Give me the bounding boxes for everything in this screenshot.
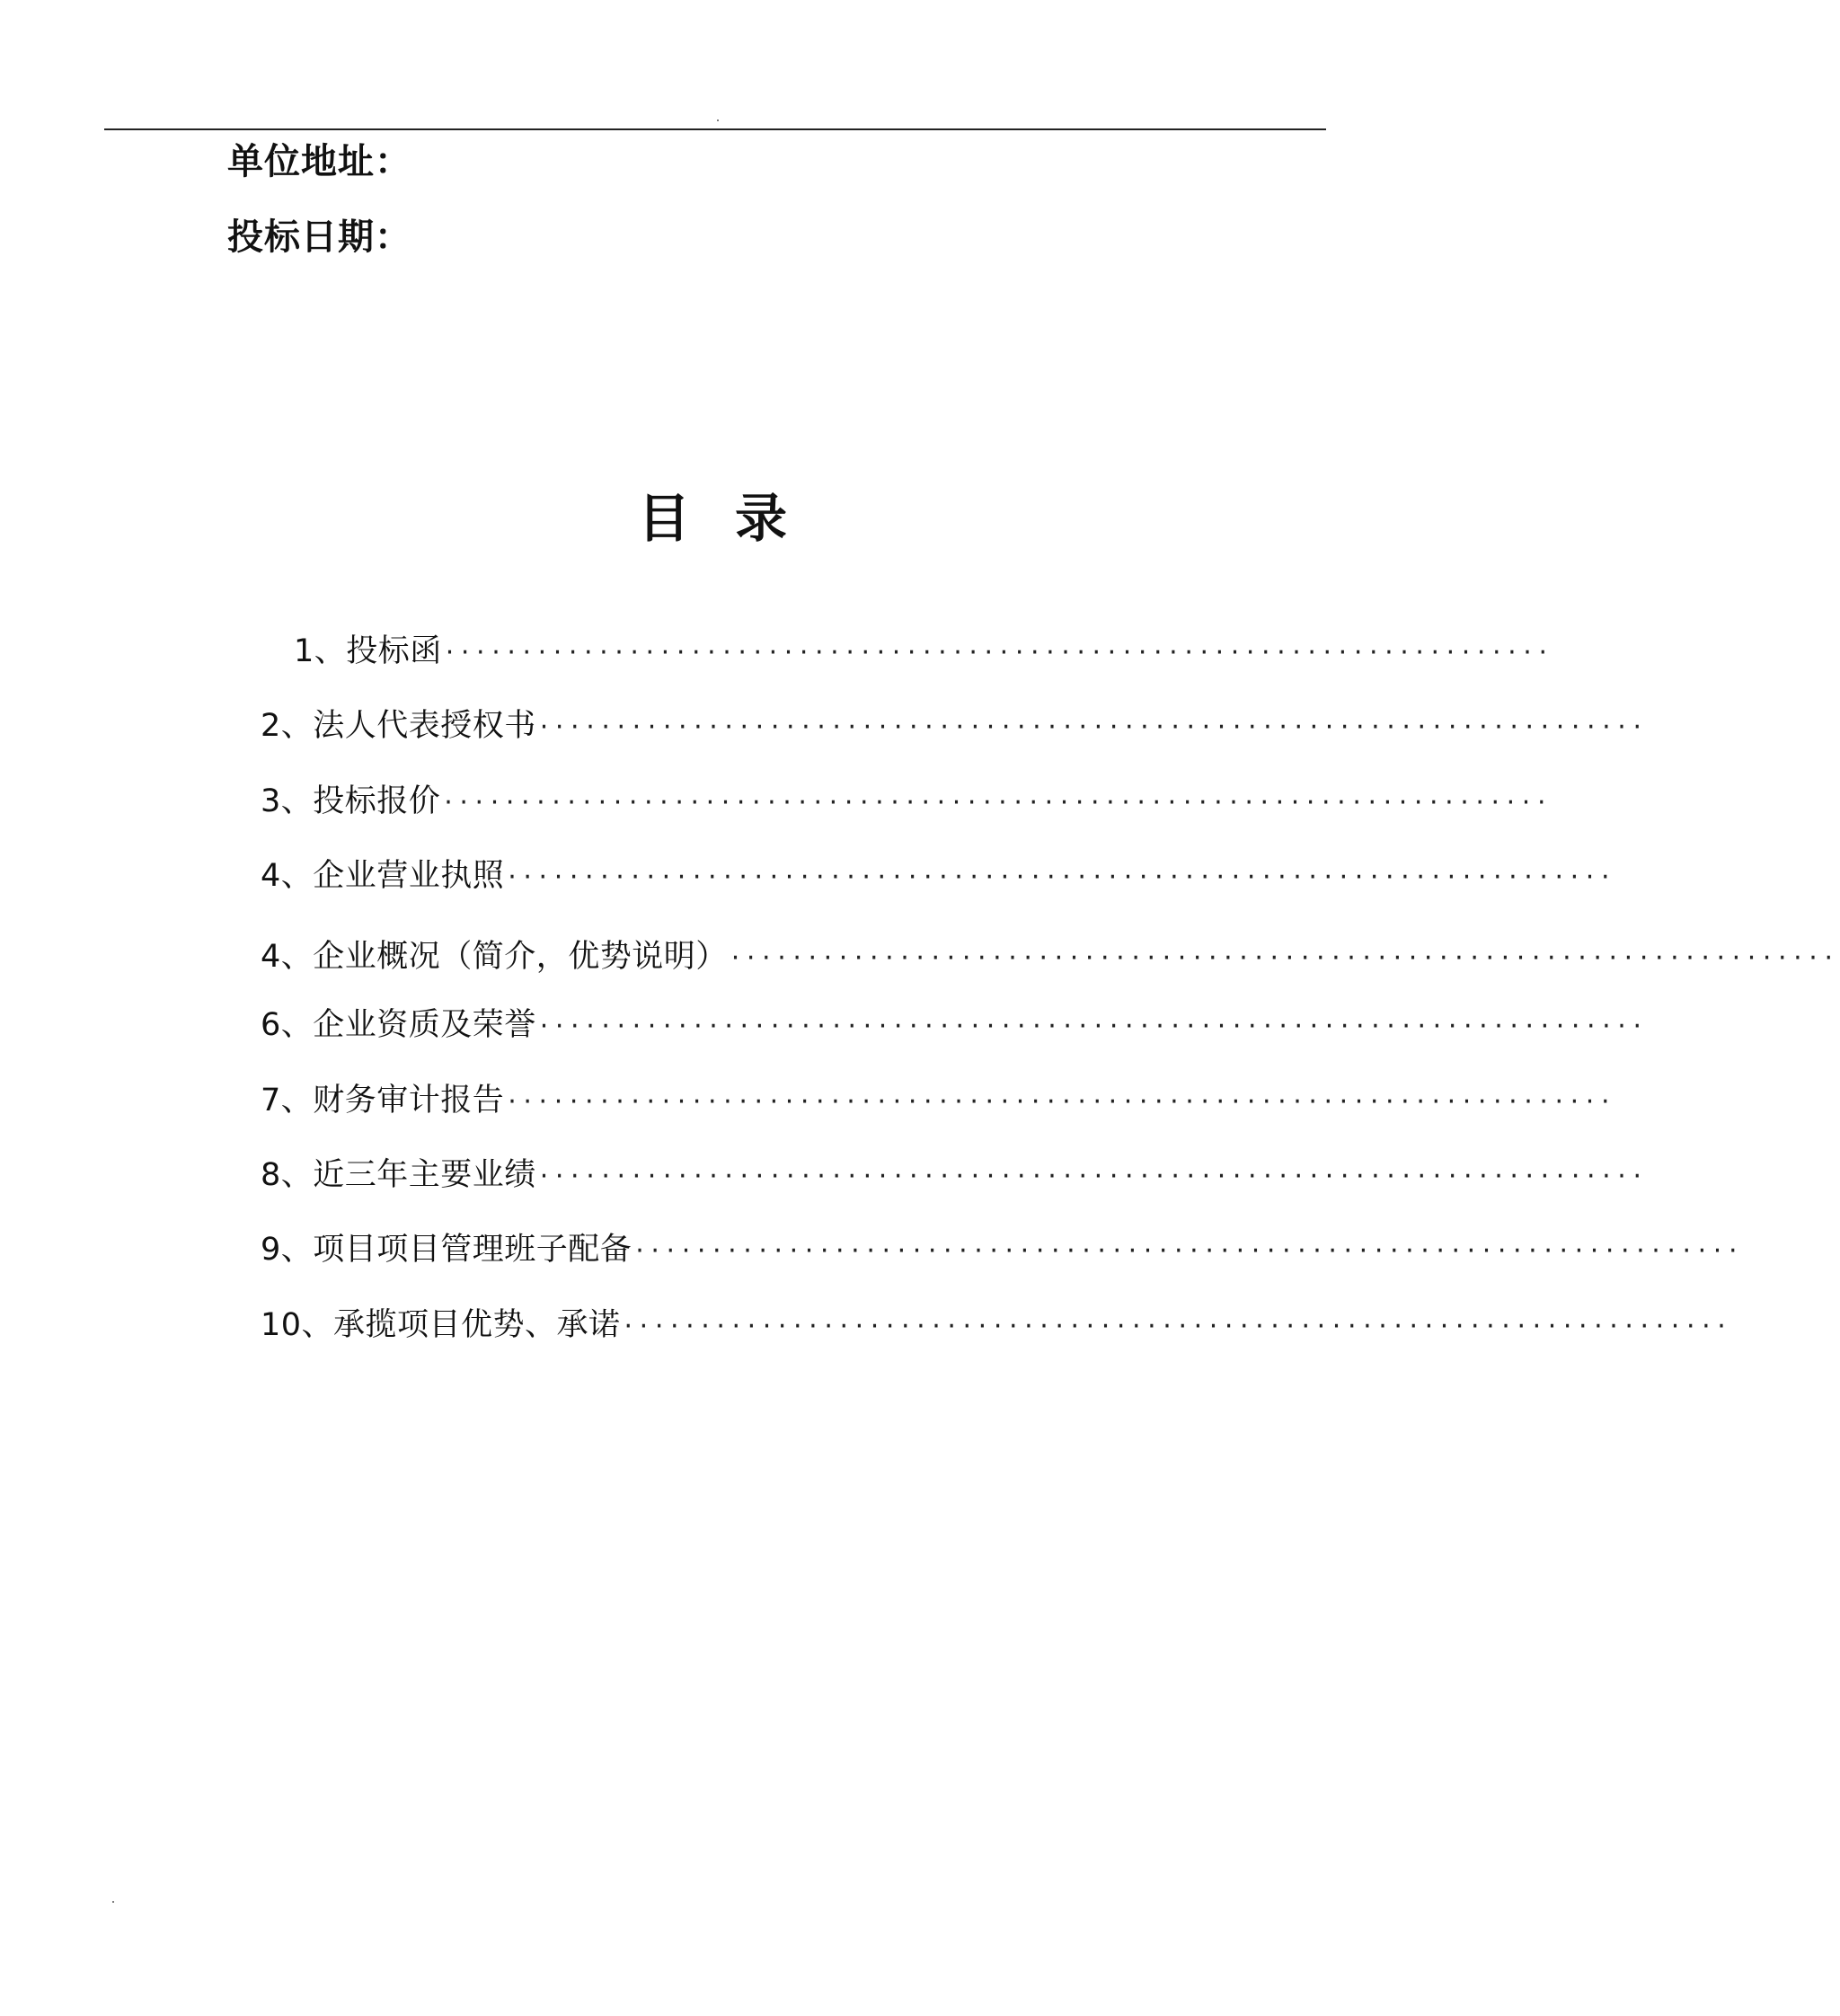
footer-mark bbox=[112, 1901, 114, 1903]
toc-entry-leader: ········································································ bbox=[539, 1011, 1649, 1042]
toc-entry-label: 4、企业概况（简介，优势说明） bbox=[261, 939, 728, 975]
toc-entry-leader: ········································································ bbox=[539, 712, 1649, 743]
toc-entry-label: 8、近三年主要业绩 bbox=[261, 1157, 536, 1193]
toc-entry-leader: ········································································ bbox=[508, 1086, 1617, 1118]
toc-entry[interactable] bbox=[261, 1007, 1649, 1043]
toc-entry-leader: ········································································ bbox=[444, 787, 1553, 818]
toc-entry-leader: ········································································ bbox=[730, 942, 1840, 974]
toc-entry-label: 1、投标函 bbox=[294, 633, 442, 669]
toc-entry-leader: ········································································ bbox=[508, 862, 1617, 893]
toc-title: 目录 bbox=[637, 488, 832, 549]
toc-entry-label: 4、企业营业执照 bbox=[261, 858, 505, 894]
toc-entry[interactable] bbox=[261, 1307, 1733, 1343]
toc-entry-label: 3、投标报价 bbox=[261, 783, 441, 819]
toc-entry[interactable] bbox=[261, 1083, 1617, 1119]
toc-entry[interactable] bbox=[261, 1232, 1745, 1268]
address-label: 单位地址： bbox=[227, 141, 411, 182]
header-rule bbox=[104, 128, 1326, 130]
toc-entry-label: 6、企业资质及荣誉 bbox=[261, 1007, 536, 1043]
toc-entry[interactable] bbox=[261, 783, 1553, 819]
toc-entry[interactable] bbox=[261, 708, 1649, 744]
toc-entry[interactable] bbox=[261, 1157, 1649, 1193]
bid-date-label: 投标日期： bbox=[227, 217, 411, 258]
toc-entry-label: 9、项目项目管理班子配备 bbox=[261, 1232, 632, 1268]
toc-entry[interactable] bbox=[261, 939, 1840, 975]
toc-entry-label: 10、承揽项目优势、承诺 bbox=[261, 1307, 621, 1343]
toc-entry[interactable] bbox=[294, 633, 1554, 669]
toc-entry-leader: ········································································ bbox=[445, 637, 1554, 668]
toc-entry-leader: ········································································ bbox=[539, 1161, 1649, 1192]
toc-entry-leader: ········································································ bbox=[635, 1235, 1745, 1267]
header-mark bbox=[717, 119, 719, 121]
toc-entry[interactable] bbox=[261, 858, 1617, 894]
toc-entry-leader: ········································································ bbox=[624, 1311, 1733, 1342]
toc-entry-label: 2、法人代表授权书 bbox=[261, 708, 536, 744]
toc-entry-label: 7、财务审计报告 bbox=[261, 1083, 505, 1119]
